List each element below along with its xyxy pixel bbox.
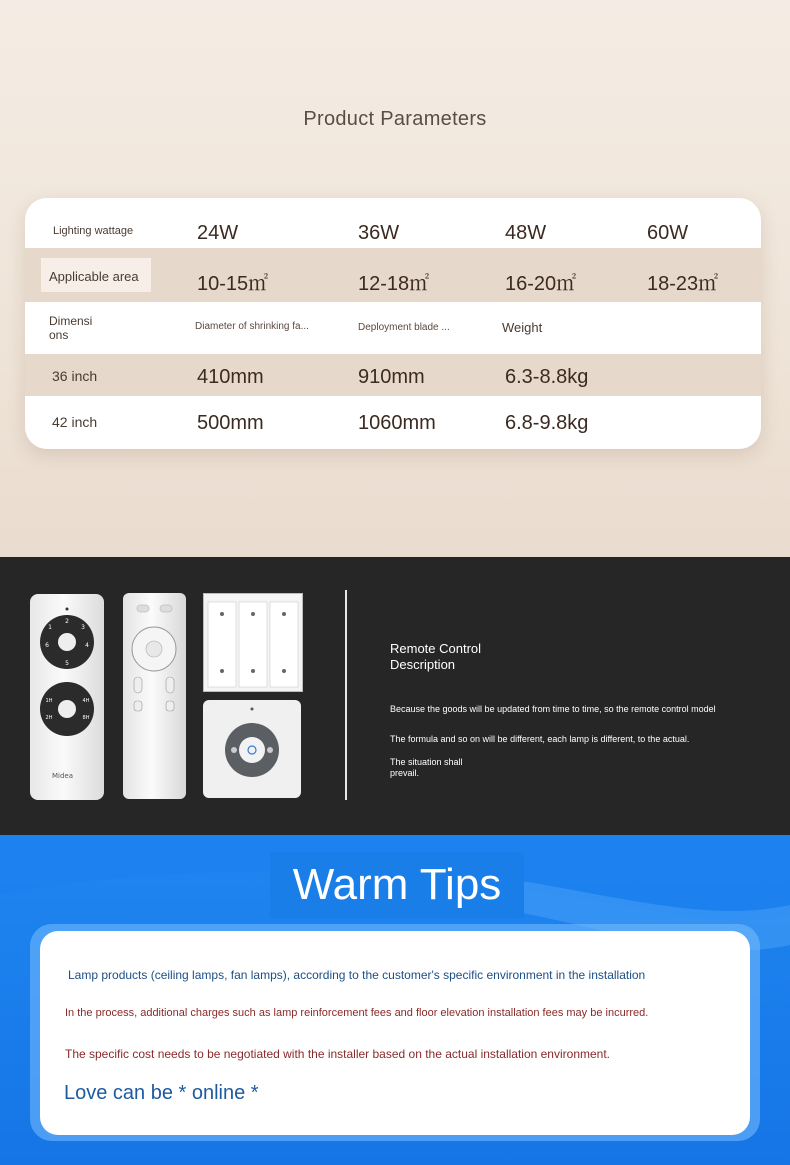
area-label: Applicable area [49, 269, 139, 284]
remote-slim-icon [123, 593, 186, 799]
remote-control-title: Remote Control Description [390, 641, 482, 672]
love-online-text: Love can be * online * [64, 1082, 259, 1104]
remote-note-1: Because the goods will be updated from time to time, so the remote control model [390, 704, 716, 714]
dimensions-label-2: ons [49, 328, 69, 342]
svg-text:4H: 4H [82, 698, 90, 704]
remote-note-3: The situation shall prevail. [390, 757, 463, 778]
area-36: 12-18㎡ [358, 273, 430, 295]
size-42-diameter: 500mm [197, 412, 264, 434]
wattage-label: Lighting wattage [53, 225, 134, 237]
wattage-60: 60W [647, 222, 689, 244]
blade-header: Deployment blade ... [358, 322, 450, 333]
remote-round-icon [30, 594, 104, 800]
size-42-weight: 6.8-9.8kg [505, 412, 589, 434]
size-36-blade: 910mm [358, 366, 425, 388]
area-60: 18-23㎡ [647, 273, 719, 295]
wattage-36: 36W [358, 222, 400, 244]
area-48: 16-20㎡ [505, 273, 577, 295]
svg-text:6: 6 [45, 642, 49, 649]
svg-text:3: 3 [81, 624, 85, 631]
size-42-blade: 1060mm [358, 412, 436, 434]
size-row-36 [25, 354, 761, 396]
dimensions-header-row [25, 302, 761, 354]
wall-switch-panel-image [203, 593, 303, 692]
weight-header: Weight [502, 320, 543, 335]
product-parameters-section [0, 0, 790, 557]
area-row [25, 248, 761, 302]
size-36-label: 36 inch [52, 368, 98, 384]
wall-knob-panel-image [203, 700, 301, 798]
remote-brand: Midea [52, 772, 74, 780]
remote-note-2: The formula and so on will be different, each lamp is different, to the actual. [390, 734, 690, 744]
wall-knob-icon [203, 700, 301, 798]
tip-line-2: In the process, additional charges such as lamp reinforcement fees and floor elevation installation fees may be incurred. [65, 1007, 649, 1019]
svg-text:1: 1 [48, 624, 52, 631]
wattage-row [25, 198, 761, 248]
parameters-table [25, 198, 761, 449]
size-36-diameter: 410mm [197, 366, 264, 388]
warm-tips-section [0, 835, 790, 1165]
tip-line-1: Lamp products (ceiling lamps, fan lamps), according to the customer's specific environment in the installation [68, 968, 646, 982]
remote-control-round-image [30, 594, 104, 800]
svg-text:2: 2 [65, 618, 69, 625]
wattage-48: 48W [505, 222, 547, 244]
tip-line-3: The specific cost needs to be negotiated with the installer based on the actual installation environment. [65, 1047, 610, 1061]
parameters-title: Product Parameters [303, 108, 487, 130]
svg-text:5: 5 [65, 660, 69, 667]
area-24: 10-15㎡ [197, 273, 269, 295]
wall-switch-icon [204, 594, 302, 691]
size-36-weight: 6.3-8.8kg [505, 366, 589, 388]
dimensions-label-1: Dimensi [49, 314, 93, 328]
size-row-42 [25, 396, 761, 449]
svg-text:2H: 2H [45, 715, 53, 721]
svg-text:4: 4 [85, 642, 89, 649]
wattage-24: 24W [197, 222, 239, 244]
warm-tips-title: Warm Tips [292, 860, 502, 909]
remote-control-slim-image [123, 593, 186, 799]
size-42-label: 42 inch [52, 414, 98, 430]
diameter-header: Diameter of shrinking fa... [195, 321, 309, 332]
remote-control-section [0, 557, 790, 835]
section-divider [345, 590, 347, 800]
svg-text:8H: 8H [82, 715, 90, 721]
svg-text:1H: 1H [45, 698, 53, 704]
